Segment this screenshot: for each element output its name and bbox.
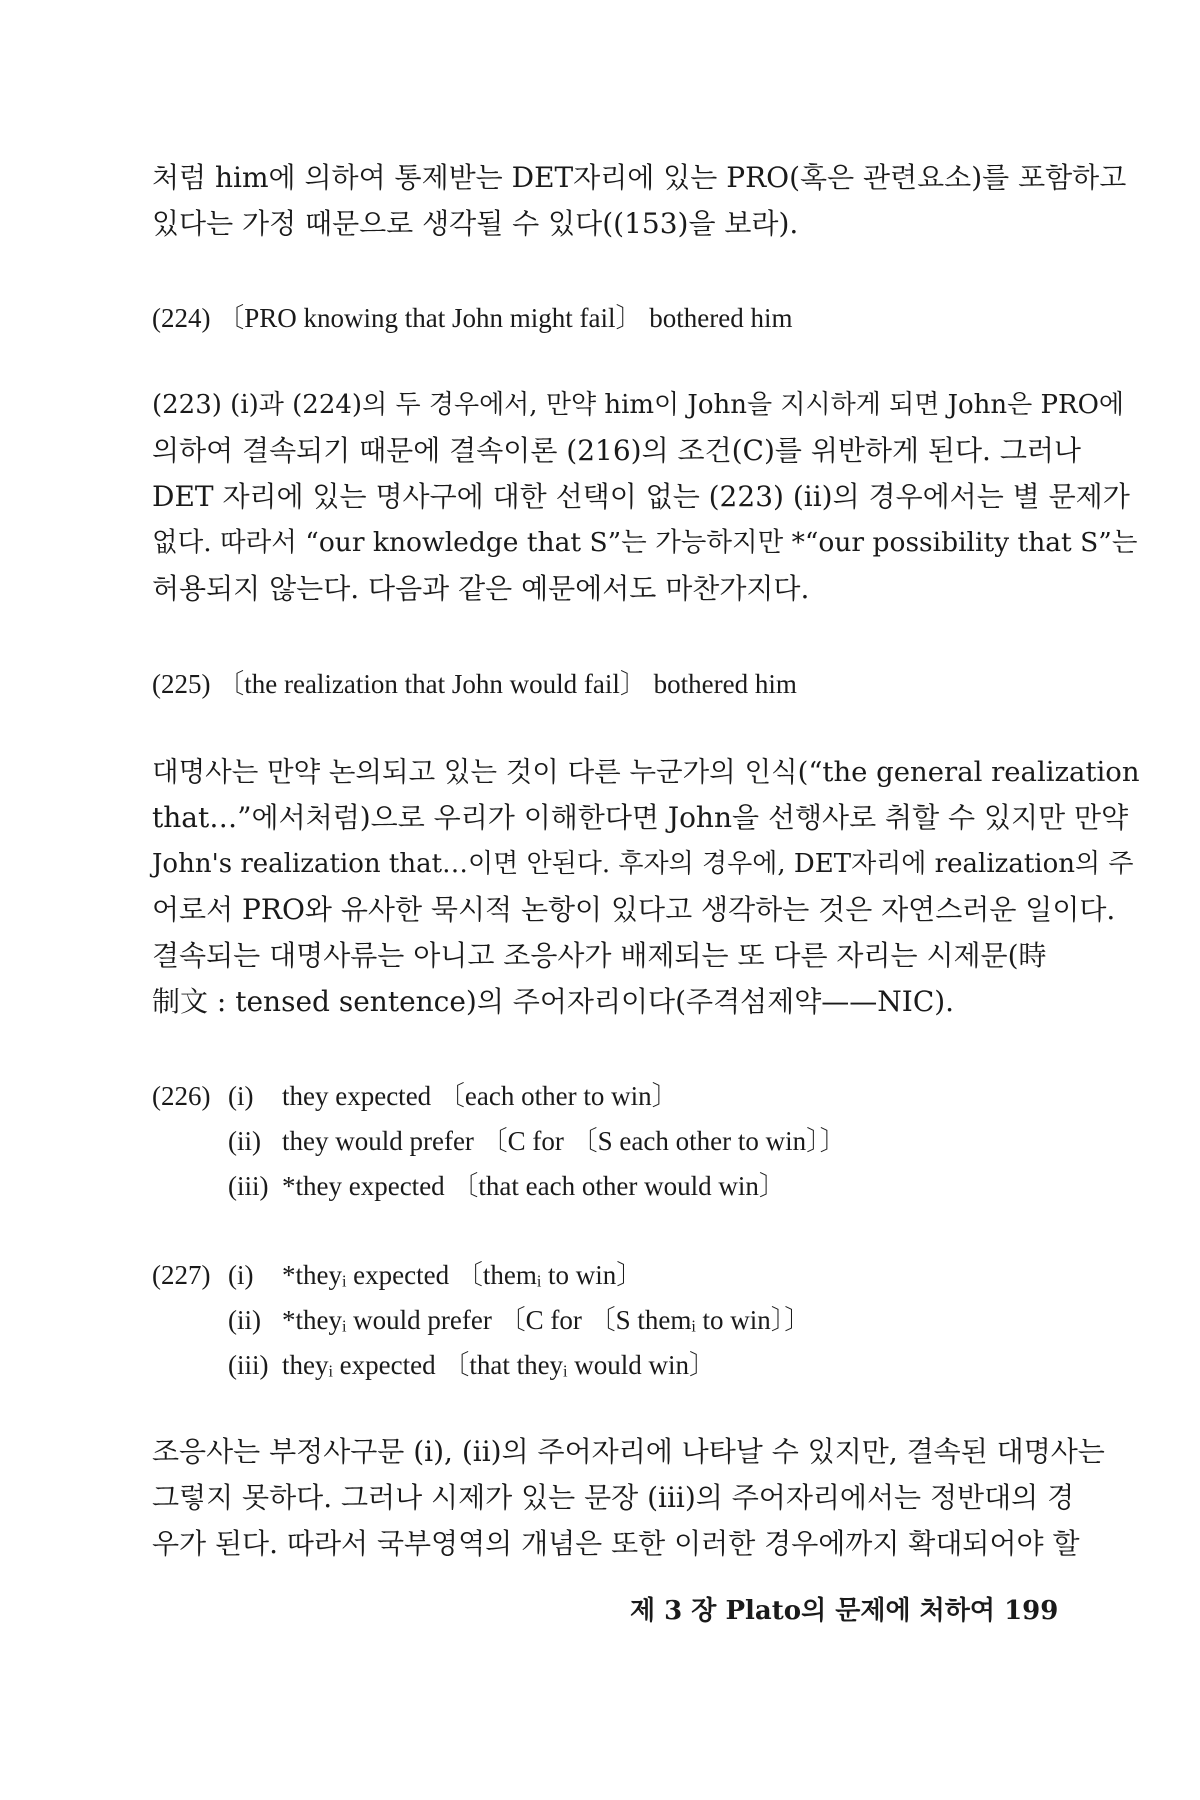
text-line: 처럼 him에 의하여 통제받는 DET자리에 있는 PRO(혹은 관련요소)를 포함하고 xyxy=(152,161,1127,194)
example-227-i-num: (i) xyxy=(228,1260,254,1290)
example-227-iii-num: (iii) xyxy=(228,1350,269,1380)
text-line: 어로서 PRO와 유사한 묵시적 논항이 있다고 생각하는 것은 자연스러운 일이다. xyxy=(152,893,1116,926)
example-226-iii-text: *they expected 〔that each other would win〕 xyxy=(282,1171,786,1201)
example-226-label: (226) xyxy=(152,1081,211,1111)
example-226-iii-num: (iii) xyxy=(228,1171,269,1201)
text-line: 조응사는 부정사구문 (i), (ii)의 주어자리에 나타날 수 있지만, 결속된 대명사는 xyxy=(152,1435,1105,1468)
example-224: (224) 〔PRO knowing that John might fail〕 bothered him xyxy=(152,303,793,333)
example-226-i-num: (i) xyxy=(228,1081,254,1111)
example-227-ii-num: (ii) xyxy=(228,1305,261,1335)
example-227-i-text: *theyᵢ expected 〔themᵢ to win〕 xyxy=(282,1260,644,1290)
example-225: (225) 〔the realization that John would fail〕 bothered him xyxy=(152,669,797,699)
text-line: (223) (i)과 (224)의 두 경우에서, 만약 him이 John을 지시하게 되면 John은 PRO에 xyxy=(152,390,1125,420)
text-line: that…”에서처럼)으로 우리가 이해한다면 John을 선행사로 취할 수 있지만 만약 xyxy=(152,801,1129,834)
text-line: 그렇지 못하다. 그러나 시제가 있는 문장 (iii)의 주어자리에서는 정반대의 경 xyxy=(152,1481,1075,1514)
example-226-i-text: they expected 〔each other to win〕 xyxy=(282,1081,679,1111)
example-226-ii-num: (ii) xyxy=(228,1126,261,1156)
example-227-iii-text: theyᵢ expected 〔that theyᵢ would win〕 xyxy=(282,1350,716,1380)
text-line: 우가 된다. 따라서 국부영역의 개념은 또한 이러한 경우에까지 확대되어야 할 xyxy=(152,1527,1080,1560)
text-line: 없다. 따라서 “our knowledge that S”는 가능하지만 *“our possibility that S”는 xyxy=(152,527,1138,558)
text-line: 결속되는 대명사류는 아니고 조응사가 배제되는 또 다른 자리는 시제문(時 xyxy=(152,939,1047,972)
text-line: 制文 : tensed sentence)의 주어자리이다(주격섬제약——NIC). xyxy=(152,985,955,1018)
example-227-ii-text: *theyᵢ would prefer 〔C for 〔S themᵢ to win〕〕 xyxy=(282,1305,812,1335)
text-line: 의하여 결속되기 때문에 결속이론 (216)의 조건(C)를 위반하게 된다. 그러나 xyxy=(152,434,1081,467)
page-footer: 제 3 장 Plato의 문제에 처하여 199 xyxy=(630,1596,1059,1626)
text-line: 있다는 가정 때문으로 생각될 수 있다((153)을 보라). xyxy=(152,207,799,240)
text-line: 대명사는 만약 논의되고 있는 것이 다른 누군가의 인식(“the general realization xyxy=(152,756,1140,788)
text-line: DET 자리에 있는 명사구에 대한 선택이 없는 (223) (ii)의 경우에서는 별 문제가 xyxy=(152,480,1130,513)
example-227-label: (227) xyxy=(152,1260,211,1290)
text-line: John's realization that…이면 안된다. 후자의 경우에, DET자리에 realization의 주 xyxy=(152,849,1134,879)
text-line: 허용되지 않는다. 다음과 같은 예문에서도 마찬가지다. xyxy=(152,572,810,605)
example-226-ii-text: they would prefer 〔C for 〔S each other to win〕〕 xyxy=(282,1126,847,1156)
